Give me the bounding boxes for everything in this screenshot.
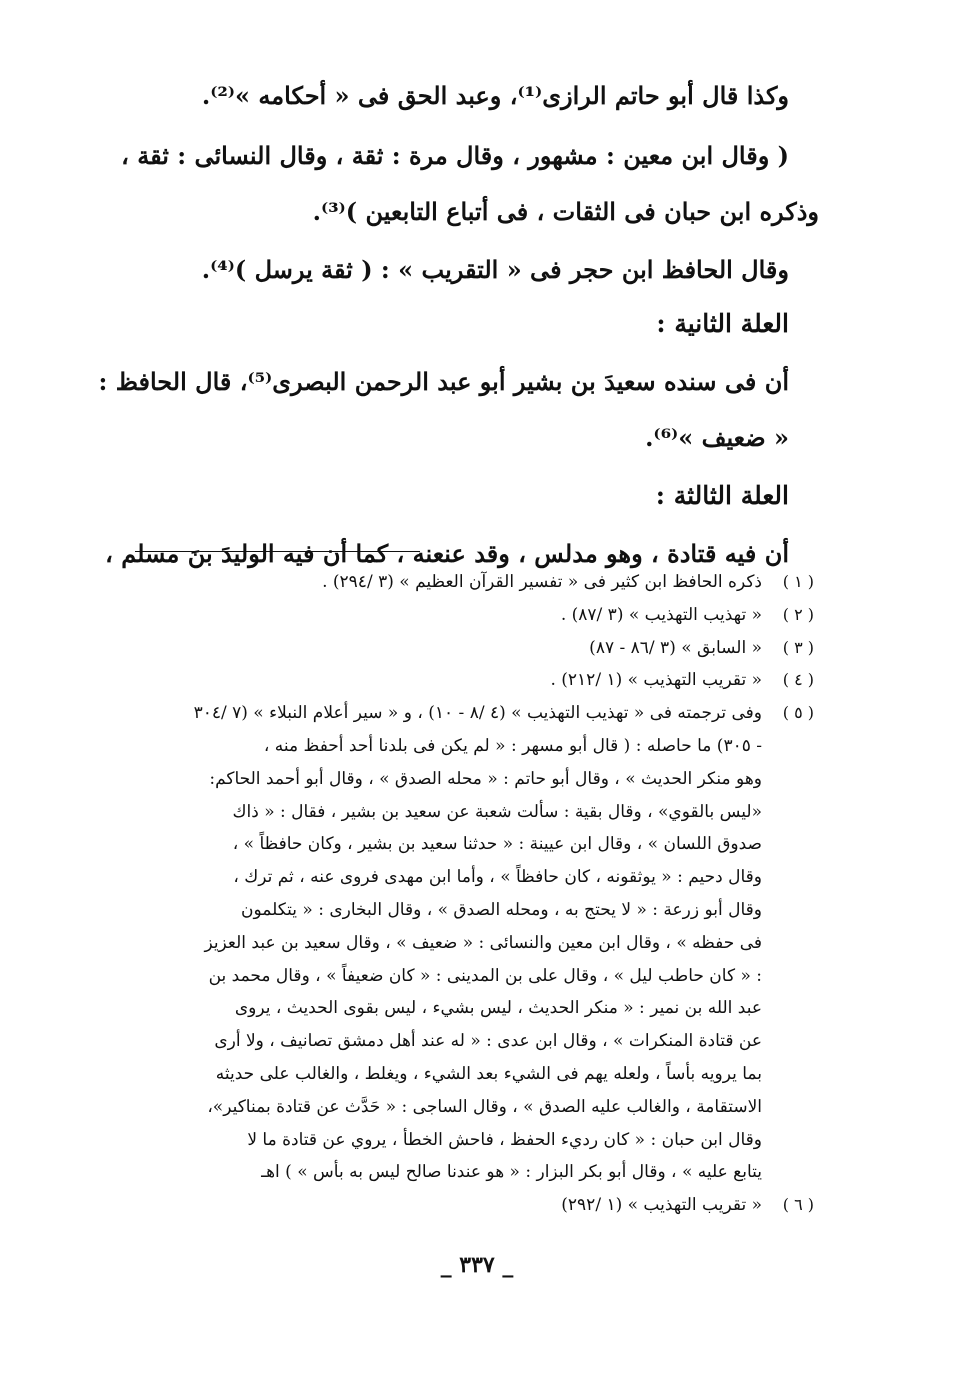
footnote-6 [124,1189,814,1222]
heading-second-defect: العلة الثانية : [656,309,789,338]
footnote-text-line: صدوق اللسان » ، وقال ابن عيينة : « حدثنا سعيد بن بشير ، وكان حافظاً » ، [232,834,762,855]
footnote-text-line: : « كان حاطب ليل » ، وقال على بن المدينى : « كان ضعيفاً » ، وقال محمد بن [208,965,762,986]
paragraph-3: وقال الحافظ ابن حجر فى « التقريب » : ( ثقة يرسل )⁽⁴⁾. [201,255,789,284]
paragraph-2-line-2: وذكره ابن حبان فى الثقات ، فى أتباع التابعين )⁽³⁾. [312,197,819,226]
footnote-2 [124,599,814,632]
footnote-text: « السابق » (٣ /٨٦ - ٨٧) [589,637,762,658]
footnote-text-line: وهو منكر الحديث » ، وقال أبو حاتم : « محله الصدق » ، وقال أبو أحمد الحاكم: [209,768,762,789]
footnote-1 [124,566,814,599]
footnote-text-line: الاستقامة ، والغالب عليه الصدق » ، وقال الساجى : « حَدَّث عن قتادة بمناكير»، [207,1096,762,1117]
heading-third-defect: العلة الثالثة : [655,481,789,510]
footnote-3 [124,632,814,665]
footnote-text: ذكره الحافظ ابن كثير فى « تفسير القرآن العظيم » (٣ /٢٩٤) . [322,572,762,592]
footnote-text-line: وقال أبو زرعة : « لا يحتج به ، ومحله الصدق » ، وقال البخارى : « يتكلمون [241,899,762,920]
footnote-text: « تهذيب التهذيب » (٣ /٨٧) . [560,604,762,625]
footnote-text-line: وقال ابن حبان : « كان رديء الحفظ ، فاحش الخطأ ، يروي عن قتادة ما لا [247,1129,762,1150]
paragraph-2-line-1: ( وقال ابن معين : مشهور ، وقال مرة : ثقة ، وقال النسائى : ثقة ، [121,141,789,170]
footnote-text: « تقريب التهذيب » (١ /٢١٢) . [550,670,762,691]
footnote-text-line: عبد الله بن نمير : « منكر الحديث ، ليس بشيء ، ليس بقوى الحديث ، يروى [234,998,762,1019]
footnotes [124,566,814,1222]
footnote-text-line: يتابع عليه » ، وقال أبو بكر البزار : « هو عندنا صالح ليس به بأس » ) اهـ [261,1162,762,1183]
footnote-text: « تقريب التهذيب » (١ /٢٩٢) [561,1195,762,1216]
paragraph-1: وكذا قال أبو حاتم الرازى⁽¹⁾، وعبد الحق فى « أحكامه »⁽²⁾. [201,81,789,110]
footnote-number: ( ٢ ) [782,604,814,624]
footnote-text-line: عن قتادة المنكرات » ، وقال ابن عدى : « له عند أهل دمشق تصانيف ، ولا أرى [214,1031,762,1052]
main-text [98,68,819,582]
footnote-number: ( ٥ ) [782,703,814,723]
footnote-text-line: فى حفظه » ، وقال ابن معين والنسائى : « ضعيف » ، وقال سعيد بن عبد العزيز [204,932,762,953]
paragraph-4-line-2: « ضعيف »⁽⁶⁾. [645,423,789,452]
footnote-4 [124,664,814,697]
footnote-number: ( ٦ ) [782,1195,814,1215]
footnote-number: ( ٤ ) [782,670,814,690]
paragraph-4-line-1: أن فى سنده سعيدَ بن بشير أبو عبد الرحمن البصرى⁽⁵⁾، قال الحافظ : [98,367,789,396]
footnote-text-line: «ليس بالقوي» ، وقال بقية : سألت شعبة عن سعيد بن بشير ، فقال : « ذاك [232,801,762,822]
footnote-5 [124,697,814,1189]
footnote-text-line: وقال دحيم : « يوثقونه ، كان حافظاً » ، وأما ابن مهدى فروى عنه ، ثم ترك ، [233,867,762,888]
footnote-number: ( ١ ) [782,572,814,591]
footnote-text-line: - ٣٠٥) ما حاصله : ( قال أبو مسهر : « لم يكن فى بلدنا أحد أحفظ منه ، [263,735,762,756]
page-number: _ ٣٣٧ _ [440,1252,514,1278]
paragraph-5: أن فيه قتادة ، وهو مدلس ، وقد عنعنه ، كما أن فيه الوليدَ بنَ مسلم ، [105,539,789,568]
footnote-number: ( ٣ ) [782,637,814,657]
footnote-text-line: بما يرويه بأساً ، ولعله يهم فى الشيء بعد الشيء ، ويغلط ، والغالب على حديثه [215,1063,762,1084]
footnote-separator [135,551,420,552]
footnote-text-line: وفى ترجمته فى « تهذيب التهذيب » (٤ /٨ - ١٠) ، و « سير أعلام النبلاء » (٧ /٣٠٤ [193,703,762,724]
